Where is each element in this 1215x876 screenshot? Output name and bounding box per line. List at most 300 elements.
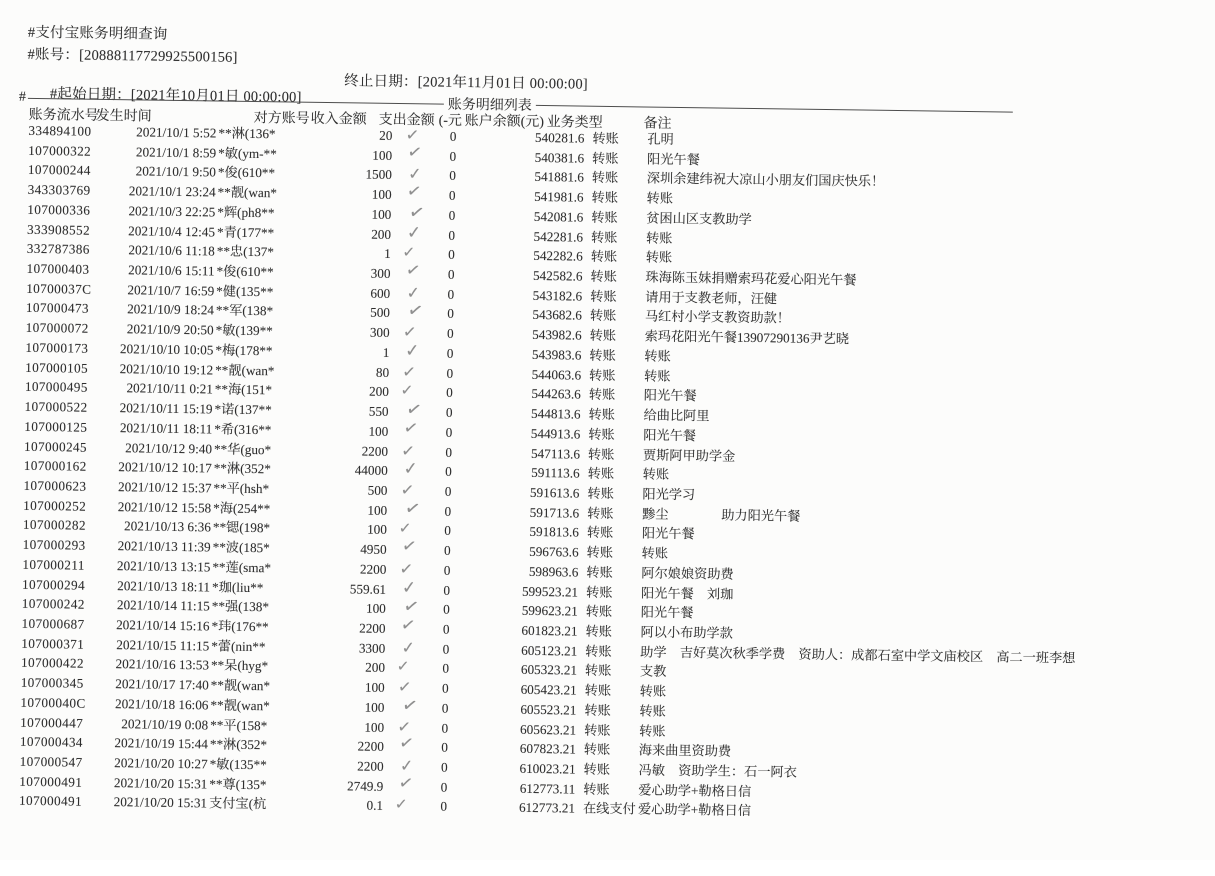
business-type-cell: 转账 bbox=[579, 641, 639, 662]
remark-cell: 阳光午餐 bbox=[640, 603, 1191, 630]
datetime-cell: 2021/10/4 12:45 bbox=[107, 221, 215, 242]
expense-amount-cell: 0 bbox=[429, 363, 459, 383]
serial-cell: 107000245 bbox=[20, 436, 104, 457]
column-header: 备注 bbox=[643, 112, 671, 132]
income-amount-cell: 1 bbox=[327, 243, 391, 264]
expense-amount-cell: 0 bbox=[427, 481, 457, 501]
income-amount-cell: 1500 bbox=[328, 164, 392, 185]
remark-cell: 马红村小学支教资助款！ bbox=[644, 307, 1195, 334]
expense-amount-cell: 0 bbox=[424, 738, 454, 758]
column-header: 账户余额 bbox=[465, 110, 521, 131]
datetime-cell: 2021/10/12 10:17 bbox=[104, 457, 212, 478]
income-amount-cell: 0.1 bbox=[319, 795, 383, 816]
handwritten-check-icon: ✓ bbox=[389, 320, 431, 344]
counterparty-cell: *珈(liu** bbox=[210, 577, 322, 598]
datetime-cell: 2021/10/20 15:31 bbox=[99, 773, 207, 794]
counterparty-cell: **平(hsh* bbox=[211, 478, 323, 499]
counterparty-cell: **淋(352* bbox=[212, 459, 324, 480]
datetime-cell: 2021/10/11 18:11 bbox=[104, 418, 212, 439]
remark-cell: 索玛花阳光午餐13907290136尹艺晓 bbox=[644, 327, 1195, 354]
business-type-cell: 转账 bbox=[577, 760, 637, 781]
column-header: 账务流水号 bbox=[29, 104, 99, 125]
datetime-cell: 2021/10/3 22:25 bbox=[107, 201, 215, 222]
handwritten-check-icon: ✓ bbox=[387, 439, 429, 463]
income-amount-cell: 100 bbox=[323, 519, 387, 540]
expense-amount-cell: 0 bbox=[427, 521, 457, 541]
expense-amount-cell: 0 bbox=[432, 146, 462, 166]
expense-amount-cell: 0 bbox=[424, 718, 454, 738]
handwritten-check-icon: ✓ bbox=[388, 637, 429, 658]
balance-cell: 591713.6 bbox=[457, 502, 581, 523]
balance-cell: 596763.6 bbox=[456, 541, 580, 562]
business-type-cell: 转账 bbox=[578, 720, 638, 741]
counterparty-cell: *俊(610** bbox=[216, 163, 328, 184]
handwritten-check-icon: ✓ bbox=[392, 341, 433, 362]
serial-cell: 107000242 bbox=[18, 594, 102, 615]
remark-cell: 阳光午餐 bbox=[641, 524, 1192, 551]
datetime-cell: 2021/10/17 17:40 bbox=[101, 674, 209, 695]
column-header: 支出金额 bbox=[379, 109, 435, 130]
business-type-cell: 转账 bbox=[586, 129, 646, 150]
balance-cell: 605123.21 bbox=[455, 640, 579, 661]
counterparty-cell: *敏(ym-** bbox=[216, 143, 328, 164]
expense-amount-cell: 0 bbox=[429, 383, 459, 403]
remark-cell: 转账 bbox=[638, 701, 1189, 728]
business-type-cell: 转账 bbox=[584, 326, 644, 347]
datetime-cell: 2021/10/9 20:50 bbox=[106, 319, 214, 340]
handwritten-check-icon: ✓ bbox=[388, 242, 429, 264]
income-amount-cell: 100 bbox=[321, 677, 385, 698]
business-type-cell: 转账 bbox=[580, 582, 640, 603]
handwritten-check-icon: ✓ bbox=[388, 360, 430, 384]
income-amount-cell: 2200 bbox=[320, 736, 384, 757]
serial-cell: 107000252 bbox=[19, 495, 103, 516]
serial-cell: 107000473 bbox=[22, 298, 106, 319]
income-amount-cell: 80 bbox=[325, 362, 389, 383]
handwritten-check-icon: ✓ bbox=[394, 298, 437, 326]
remark-cell: 给曲比阿里 bbox=[642, 406, 1193, 433]
counterparty-cell: *希(316** bbox=[212, 419, 324, 440]
remark-cell: 爱心助学+勒格日信 bbox=[637, 780, 1188, 807]
balance-cell: 601823.21 bbox=[455, 620, 579, 641]
column-header: 业务类型 bbox=[546, 111, 602, 132]
balance-cell: 610023.21 bbox=[453, 758, 577, 779]
expense-amount-cell: 0 bbox=[428, 442, 458, 462]
serial-cell: 333908552 bbox=[23, 219, 107, 240]
handwritten-check-icon: ✓ bbox=[387, 534, 430, 561]
handwritten-check-icon: ✓ bbox=[385, 731, 428, 758]
balance-cell: 543182.6 bbox=[460, 285, 584, 306]
remark-cell: 支教 bbox=[639, 662, 1190, 689]
income-amount-cell: 2749.9 bbox=[319, 776, 383, 797]
expense-amount-cell: 0 bbox=[431, 245, 461, 265]
datetime-cell: 2021/10/1 9:50 bbox=[108, 161, 216, 182]
balance-cell: 591813.6 bbox=[457, 521, 581, 542]
balance-cell: 591113.6 bbox=[458, 462, 582, 483]
expense-amount-cell: 0 bbox=[426, 541, 456, 561]
remark-cell: 转账 bbox=[645, 228, 1196, 255]
serial-cell: 107000522 bbox=[20, 397, 104, 418]
column-header: (-元 bbox=[439, 110, 463, 130]
counterparty-cell: **华(guo* bbox=[212, 439, 324, 460]
handwritten-check-icon: ✓ bbox=[386, 613, 429, 640]
doc-title: #支付宝账务明细查询 bbox=[28, 21, 168, 44]
handwritten-check-icon: ✓ bbox=[393, 282, 434, 303]
serial-cell: 107000547 bbox=[16, 752, 100, 773]
serial-cell: 334894100 bbox=[24, 121, 108, 142]
serial-cell: 107000687 bbox=[17, 614, 101, 635]
business-type-cell: 转账 bbox=[584, 306, 644, 327]
remark-cell: 助学 吉好莫次秋季学费 资助人：成都石室中学文庙校区 高二一班李想 bbox=[639, 642, 1190, 669]
remark-cell: 转账 bbox=[645, 189, 1196, 216]
expense-amount-cell: 0 bbox=[431, 186, 461, 206]
balance-cell: 544063.6 bbox=[459, 364, 583, 385]
balance-cell: 540281.6 bbox=[462, 127, 586, 148]
start-date: #起始日期：[2021年10月01日 00:00:00] bbox=[50, 86, 302, 106]
remark-cell: 珠海陈玉妹捐赠索玛花爱心阳光午餐 bbox=[644, 267, 1195, 294]
counterparty-cell: **靓(wan* bbox=[213, 360, 325, 381]
balance-cell: 605323.21 bbox=[455, 659, 579, 680]
handwritten-check-icon: ✓ bbox=[395, 164, 436, 185]
counterparty-cell: **锶(198* bbox=[211, 518, 323, 539]
counterparty-cell: **尊(135* bbox=[207, 774, 319, 795]
expense-amount-cell: 0 bbox=[428, 403, 458, 423]
remark-cell: 爱心助学+勒格日信 bbox=[637, 800, 1188, 827]
remark-cell: 孔明 bbox=[646, 129, 1197, 156]
business-type-cell: 转账 bbox=[583, 365, 643, 386]
business-type-cell: 转账 bbox=[585, 247, 645, 268]
table-body bbox=[15, 121, 1198, 827]
income-amount-cell: 559.61 bbox=[322, 579, 386, 600]
expense-amount-cell: 0 bbox=[425, 679, 455, 699]
business-type-cell: 转账 bbox=[584, 286, 644, 307]
balance-cell: 542081.6 bbox=[461, 206, 585, 227]
datetime-cell: 2021/10/10 10:05 bbox=[105, 339, 213, 360]
business-type-cell: 转账 bbox=[580, 543, 640, 564]
business-type-cell: 在线支付 bbox=[577, 799, 637, 820]
datetime-cell: 2021/10/12 9:40 bbox=[104, 437, 212, 458]
serial-cell: 107000434 bbox=[16, 732, 100, 753]
expense-amount-cell: 0 bbox=[424, 698, 454, 718]
remark-cell: 请用于支教老师，汪健 bbox=[644, 287, 1195, 314]
serial-cell: 107000293 bbox=[19, 535, 103, 556]
handwritten-check-icon: ✓ bbox=[386, 380, 427, 402]
handwritten-check-icon: ✓ bbox=[387, 478, 429, 502]
income-amount-cell: 100 bbox=[327, 204, 391, 225]
income-amount-cell: 300 bbox=[326, 322, 390, 343]
counterparty-cell: **淋(352* bbox=[208, 735, 320, 756]
counterparty-cell: **波(185* bbox=[211, 538, 323, 559]
datetime-cell: 2021/10/11 0:21 bbox=[105, 378, 213, 399]
balance-cell: 605623.21 bbox=[454, 718, 578, 739]
expense-amount-cell: 0 bbox=[431, 205, 461, 225]
datetime-cell: 2021/10/13 18:11 bbox=[102, 575, 210, 596]
counterparty-cell: *蕾(nin** bbox=[209, 636, 321, 657]
serial-cell: 107000294 bbox=[18, 574, 102, 595]
handwritten-check-icon: ✓ bbox=[395, 199, 438, 227]
income-amount-cell: 100 bbox=[323, 500, 387, 521]
balance-cell: 612773.21 bbox=[453, 797, 577, 818]
datetime-cell: 2021/10/9 18:24 bbox=[106, 299, 214, 320]
balance-cell: 541881.6 bbox=[462, 166, 586, 187]
remark-cell: 转账 bbox=[638, 721, 1189, 748]
divider-rule-left bbox=[28, 97, 444, 104]
serial-cell: 107000495 bbox=[21, 377, 105, 398]
expense-amount-cell: 0 bbox=[428, 462, 458, 482]
handwritten-check-icon: ✓ bbox=[392, 123, 434, 147]
balance-cell: 540381.6 bbox=[462, 147, 586, 168]
datetime-cell: 2021/10/16 13:53 bbox=[101, 654, 209, 675]
counterparty-cell: *青(177** bbox=[215, 222, 327, 243]
counterparty-cell: 支付宝(杭 bbox=[207, 794, 319, 815]
datetime-cell: 2021/10/12 15:58 bbox=[103, 497, 211, 518]
datetime-cell: 2021/10/7 16:59 bbox=[106, 280, 214, 301]
datetime-cell: 2021/10/6 15:11 bbox=[106, 260, 214, 281]
counterparty-cell: **莲(sma* bbox=[210, 557, 322, 578]
income-amount-cell: 4950 bbox=[323, 539, 387, 560]
income-amount-cell: 3300 bbox=[321, 638, 385, 659]
serial-cell: 107000282 bbox=[19, 515, 103, 536]
serial-cell: 107000623 bbox=[19, 476, 103, 497]
hash-mark: # bbox=[19, 90, 26, 106]
balance-cell: 542282.6 bbox=[461, 245, 585, 266]
column-header: 收入金额 bbox=[311, 108, 367, 129]
income-amount-cell: 200 bbox=[327, 224, 391, 245]
balance-cell: 543682.6 bbox=[460, 304, 584, 325]
counterparty-cell: **淋(136* bbox=[216, 123, 328, 144]
expense-amount-cell: 0 bbox=[426, 560, 456, 580]
balance-cell: 543982.6 bbox=[460, 324, 584, 345]
income-amount-cell: 500 bbox=[323, 480, 387, 501]
expense-amount-cell: 0 bbox=[427, 501, 457, 521]
handwritten-check-icon: ✓ bbox=[385, 557, 427, 581]
business-type-cell: 转账 bbox=[583, 346, 643, 367]
income-amount-cell: 100 bbox=[324, 421, 388, 442]
serial-cell: 107000491 bbox=[15, 791, 99, 812]
counterparty-cell: *健(135** bbox=[214, 281, 326, 302]
balance-cell: 544813.6 bbox=[458, 403, 582, 424]
balance-cell: 541981.6 bbox=[461, 186, 585, 207]
income-amount-cell: 300 bbox=[326, 263, 390, 284]
expense-amount-cell: 0 bbox=[432, 126, 462, 146]
expense-amount-cell: 0 bbox=[423, 757, 453, 777]
datetime-cell: 2021/10/14 15:16 bbox=[101, 615, 209, 636]
business-type-cell: 转账 bbox=[582, 424, 642, 445]
balance-cell: 544913.6 bbox=[458, 423, 582, 444]
handwritten-check-icon: ✓ bbox=[393, 140, 436, 167]
counterparty-cell: **强(138* bbox=[210, 597, 322, 618]
remark-cell: 阳光学习 bbox=[641, 484, 1192, 511]
end-date: 终止日期：[2021年11月01日 00:00:00] bbox=[344, 69, 588, 93]
datetime-cell: 2021/10/12 15:37 bbox=[103, 477, 211, 498]
column-header: 对方账号 bbox=[254, 107, 310, 128]
serial-cell: 107000125 bbox=[20, 417, 104, 438]
serial-cell: 107000403 bbox=[22, 259, 106, 280]
remark-cell: 转账 bbox=[643, 346, 1194, 373]
income-amount-cell: 600 bbox=[326, 283, 390, 304]
balance-cell: 542281.6 bbox=[461, 225, 585, 246]
business-type-cell: 转账 bbox=[582, 464, 642, 485]
counterparty-cell: *诺(137** bbox=[212, 400, 324, 421]
counterparty-cell: *玮(176** bbox=[209, 616, 321, 637]
expense-amount-cell: 0 bbox=[430, 324, 460, 344]
income-amount-cell: 44000 bbox=[324, 460, 388, 481]
income-amount-cell: 2200 bbox=[322, 559, 386, 580]
datetime-cell: 2021/10/1 5:52 bbox=[108, 122, 216, 143]
business-type-cell: 转账 bbox=[585, 188, 645, 209]
income-amount-cell: 100 bbox=[328, 145, 392, 166]
business-type-cell: 转账 bbox=[583, 385, 643, 406]
datetime-cell: 2021/10/10 19:12 bbox=[105, 359, 213, 380]
counterparty-cell: **平(158* bbox=[208, 715, 320, 736]
expense-amount-cell: 0 bbox=[428, 422, 458, 442]
business-type-cell: 转账 bbox=[580, 602, 640, 623]
balance-cell: 543983.6 bbox=[459, 344, 583, 365]
remark-cell: 转账 bbox=[640, 544, 1191, 571]
serial-cell: 107000336 bbox=[23, 200, 107, 221]
remark-cell: 转账 bbox=[642, 465, 1193, 492]
datetime-cell: 2021/10/15 11:15 bbox=[101, 635, 209, 656]
counterparty-cell: *海(254** bbox=[211, 498, 323, 519]
column-header: (元) bbox=[521, 111, 545, 131]
handwritten-check-icon: ✓ bbox=[381, 795, 422, 817]
remark-cell: 海来曲里资助费 bbox=[638, 741, 1189, 768]
counterparty-cell: **海(151* bbox=[213, 380, 325, 401]
income-amount-cell: 2200 bbox=[319, 756, 383, 777]
remark-cell: 转账 bbox=[643, 366, 1194, 393]
balance-cell: 605423.21 bbox=[455, 679, 579, 700]
counterparty-cell: *辉(ph8** bbox=[215, 202, 327, 223]
balance-cell: 605523.21 bbox=[454, 699, 578, 720]
remark-cell: 冯敏 资助学生：石一阿衣 bbox=[637, 760, 1188, 787]
handwritten-check-icon: ✓ bbox=[390, 460, 431, 481]
counterparty-cell: *梅(178** bbox=[213, 340, 325, 361]
expense-amount-cell: 0 bbox=[430, 304, 460, 324]
balance-cell: 542582.6 bbox=[460, 265, 584, 286]
income-amount-cell: 1 bbox=[325, 342, 389, 363]
remark-cell: 深圳余建纬祝大凉山小朋友们国庆快乐！ bbox=[646, 169, 1197, 196]
datetime-cell: 2021/10/18 16:06 bbox=[100, 694, 208, 715]
datetime-cell: 2021/10/6 11:18 bbox=[107, 240, 215, 261]
account-line: #账号：[20888117729925500156] bbox=[27, 43, 237, 67]
income-amount-cell: 2200 bbox=[321, 618, 385, 639]
business-type-cell: 转账 bbox=[586, 168, 646, 189]
serial-cell: 107000491 bbox=[15, 771, 99, 792]
business-type-cell: 转账 bbox=[582, 405, 642, 426]
serial-cell: 107000447 bbox=[16, 712, 100, 733]
serial-cell: 343303769 bbox=[23, 180, 107, 201]
business-type-cell: 转账 bbox=[584, 267, 644, 288]
datetime-cell: 2021/10/19 15:44 bbox=[100, 733, 208, 754]
datetime-cell: 2021/10/1 23:24 bbox=[107, 181, 215, 202]
balance-cell: 599623.21 bbox=[456, 600, 580, 621]
income-amount-cell: 500 bbox=[326, 302, 390, 323]
handwritten-check-icon: ✓ bbox=[394, 223, 435, 244]
handwritten-check-icon: ✓ bbox=[384, 771, 427, 798]
remark-cell: 阳光午餐 刘珈 bbox=[640, 583, 1191, 610]
handwritten-check-icon: ✓ bbox=[392, 179, 435, 206]
business-type-cell: 转账 bbox=[579, 681, 639, 702]
counterparty-cell: **靓(wan* bbox=[209, 676, 321, 697]
serial-cell: 10700037C bbox=[22, 279, 106, 300]
datetime-cell: 2021/10/13 11:39 bbox=[103, 536, 211, 557]
serial-cell: 107000244 bbox=[24, 160, 108, 181]
remark-cell: 贾斯阿甲助学金 bbox=[642, 445, 1193, 472]
handwritten-check-icon: ✓ bbox=[389, 416, 432, 443]
income-amount-cell: 100 bbox=[322, 598, 386, 619]
expense-amount-cell: 0 bbox=[425, 619, 455, 639]
counterparty-cell: *敏(139** bbox=[214, 321, 326, 342]
serial-cell: 10700040C bbox=[16, 693, 100, 714]
expense-amount-cell: 0 bbox=[431, 225, 461, 245]
business-type-cell: 转账 bbox=[585, 208, 645, 229]
expense-amount-cell: 0 bbox=[426, 580, 456, 600]
counterparty-cell: **靓(wan* bbox=[208, 695, 320, 716]
datetime-cell: 2021/10/13 13:15 bbox=[102, 556, 210, 577]
business-type-cell: 转账 bbox=[579, 622, 639, 643]
balance-cell: 607823.21 bbox=[454, 738, 578, 759]
handwritten-check-icon: ✓ bbox=[388, 692, 431, 720]
handwritten-check-icon: ✓ bbox=[383, 715, 425, 739]
counterparty-cell: *敏(135** bbox=[207, 754, 319, 775]
business-type-cell: 转账 bbox=[579, 661, 639, 682]
business-type-cell: 转账 bbox=[578, 740, 638, 761]
handwritten-check-icon: ✓ bbox=[391, 258, 434, 285]
business-type-cell: 转账 bbox=[580, 562, 640, 583]
counterparty-cell: **军(138* bbox=[214, 301, 326, 322]
remark-cell: 阿以小布助学款 bbox=[639, 622, 1190, 649]
datetime-cell: 2021/10/19 0:08 bbox=[100, 713, 208, 734]
handwritten-check-icon: ✓ bbox=[384, 675, 426, 699]
column-header: 发生时间 bbox=[96, 105, 152, 126]
remark-cell: 阳光午餐 bbox=[642, 425, 1193, 452]
expense-amount-cell: 0 bbox=[423, 797, 453, 817]
balance-cell: 612773.11 bbox=[453, 778, 577, 799]
balance-cell: 598963.6 bbox=[456, 561, 580, 582]
balance-cell: 544263.6 bbox=[459, 383, 583, 404]
counterparty-cell: **呆(hyg* bbox=[209, 656, 321, 677]
expense-amount-cell: 0 bbox=[425, 639, 455, 659]
income-amount-cell: 200 bbox=[325, 381, 389, 402]
serial-cell: 107000371 bbox=[17, 633, 101, 654]
handwritten-check-icon: ✓ bbox=[392, 396, 435, 424]
remark-cell: 黪尘 助力阳光午餐 bbox=[641, 504, 1192, 531]
income-amount-cell: 2200 bbox=[324, 441, 388, 462]
income-amount-cell: 20 bbox=[328, 125, 392, 146]
income-amount-cell: 100 bbox=[327, 184, 391, 205]
expense-amount-cell: 0 bbox=[423, 777, 453, 797]
balance-cell: 591613.6 bbox=[457, 482, 581, 503]
income-amount-cell: 100 bbox=[320, 697, 384, 718]
balance-cell: 547113.6 bbox=[458, 442, 582, 463]
balance-cell: 599523.21 bbox=[456, 580, 580, 601]
counterparty-cell: **靓(wan* bbox=[215, 183, 327, 204]
handwritten-check-icon: ✓ bbox=[384, 518, 425, 540]
serial-cell: 107000211 bbox=[18, 555, 102, 576]
serial-cell: 332787386 bbox=[23, 239, 107, 260]
business-type-cell: 转账 bbox=[586, 148, 646, 169]
expense-amount-cell: 0 bbox=[430, 284, 460, 304]
remark-cell: 阿尔娘娘资助费 bbox=[640, 563, 1191, 590]
handwritten-check-icon: ✓ bbox=[389, 578, 430, 599]
income-amount-cell: 550 bbox=[324, 401, 388, 422]
expense-amount-cell: 0 bbox=[425, 659, 455, 679]
business-type-cell: 转账 bbox=[577, 779, 637, 800]
business-type-cell: 转账 bbox=[581, 503, 641, 524]
serial-cell: 107000422 bbox=[17, 653, 101, 674]
handwritten-check-icon: ✓ bbox=[389, 593, 432, 621]
handwritten-check-icon: ✓ bbox=[386, 755, 427, 776]
